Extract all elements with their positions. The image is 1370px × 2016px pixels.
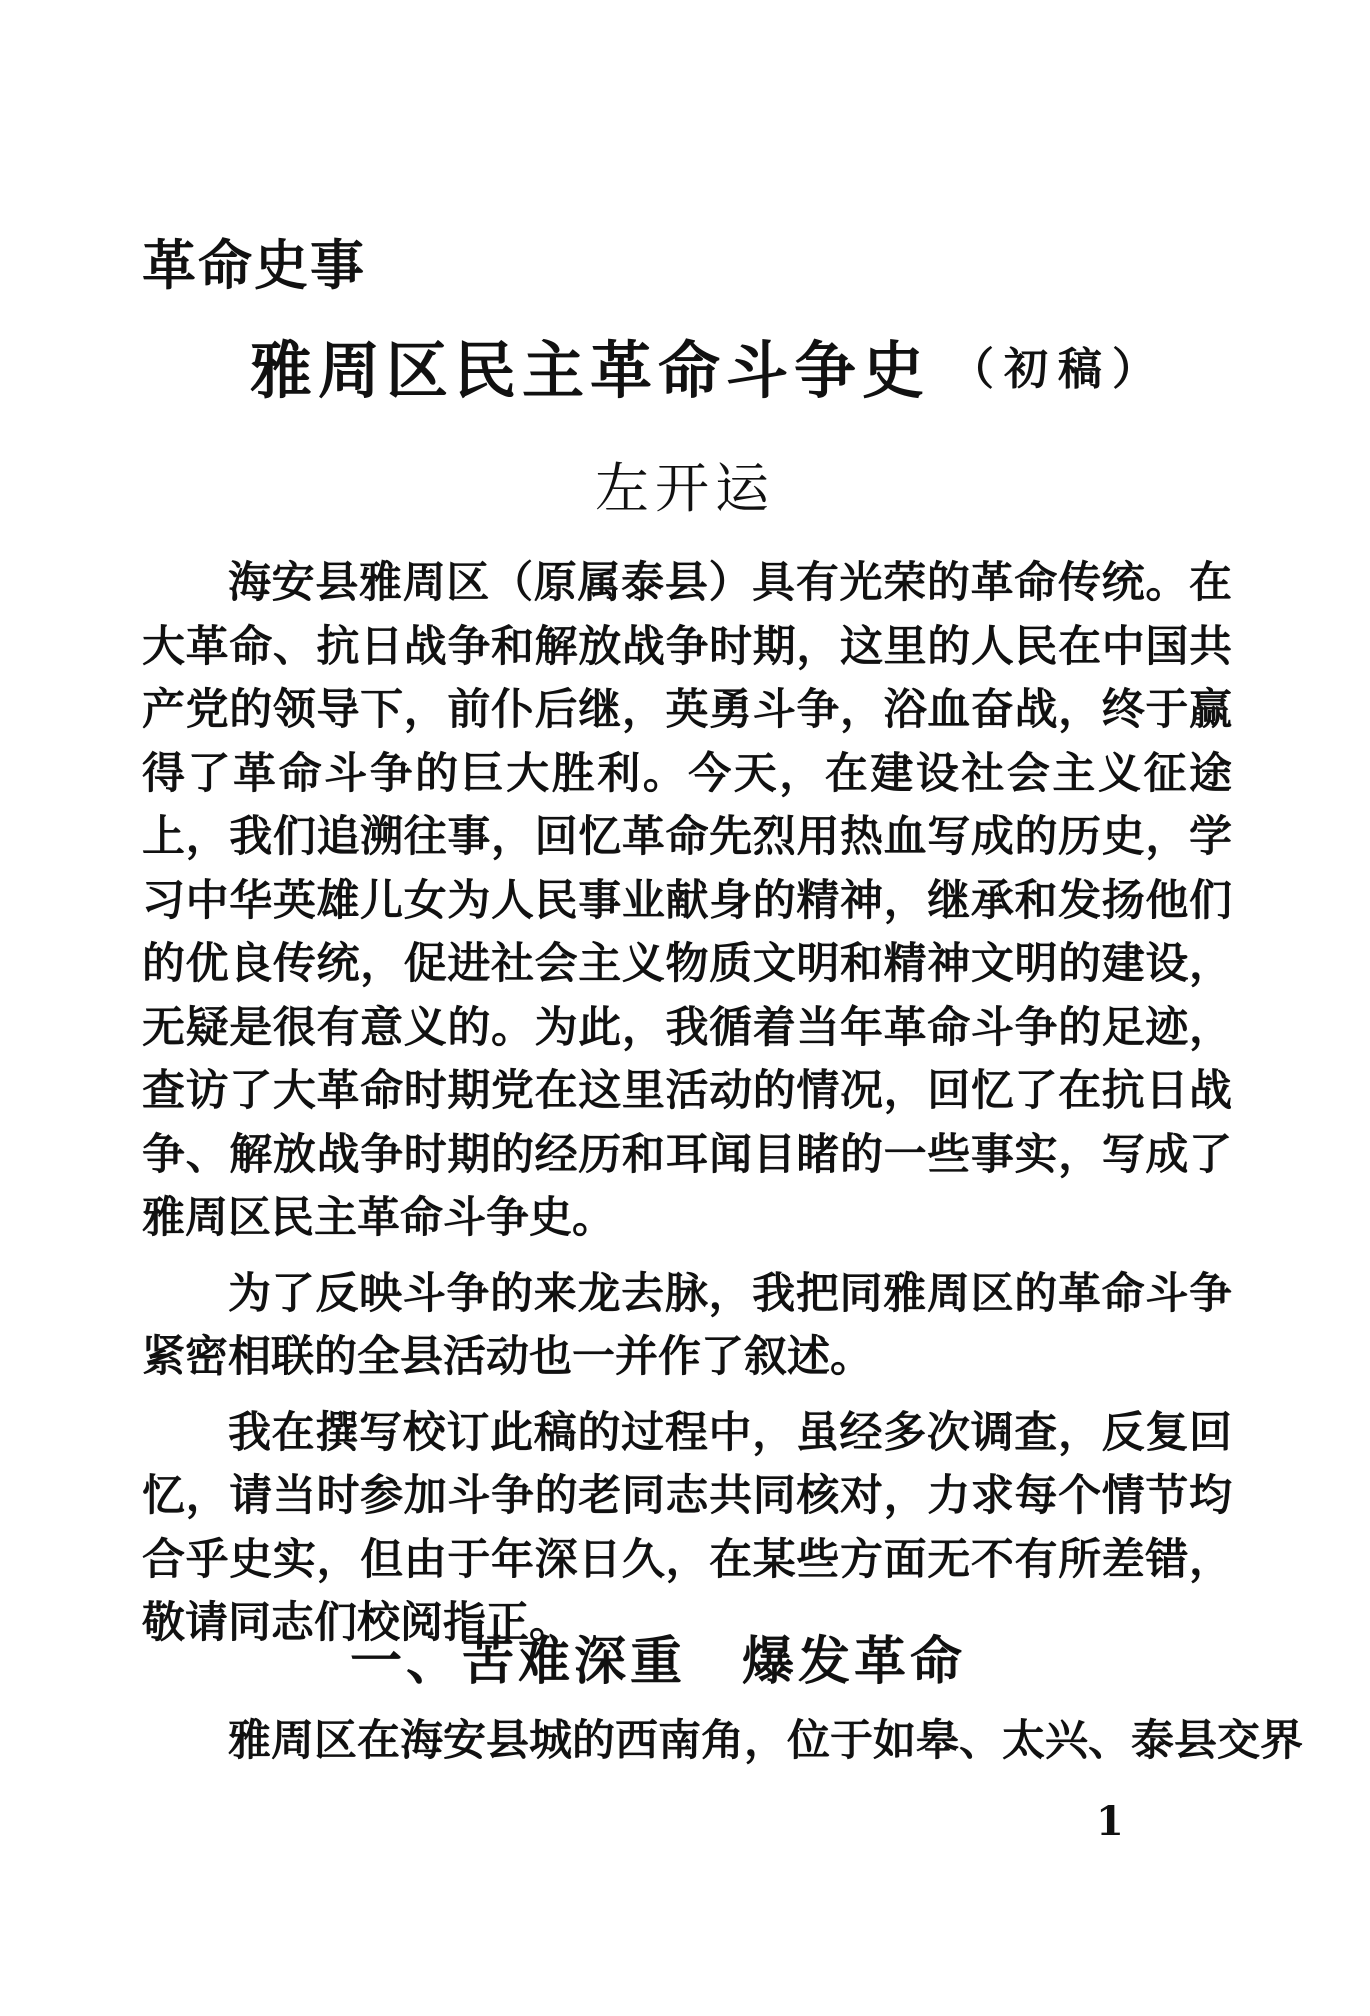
page-number: 1 [1096,1798,1124,1845]
chapter-first-line: 雅周区在海安县城的西南角，位于如皋、太兴、泰县交界 [228,1716,1303,1766]
article-subtitle: （初稿） [950,344,1166,395]
chapter-heading: 一、苦难深重 爆发革命 [350,1631,967,1692]
section-label: 革命史事 [142,233,366,297]
paragraph-scope: 为了反映斗争的来龙去脉，我把同雅周区的革命斗争紧密相联的全县活动也一并作了叙述。 [142,1268,1232,1382]
author-name: 左开运 [595,457,775,520]
article-title: 雅周区民主革命斗争史 [250,334,931,407]
article-body [142,552,1232,1668]
paragraph-review: 我在撰写校订此稿的过程中，虽经多次调查，反复回忆，请当时参加斗争的老同志共同核对，力求每个情节均合乎史实，但由于年深日久，在某些方面无不有所差错，敬请同志们校阅指正。 [142,1407,1232,1648]
paragraph-intro: 海安县雅周区（原属泰县）具有光荣的革命传统。在大革命、抗日战争和解放战争时期，这里的人民在中国共产党的领导下，前仆后继，英勇斗争，浴血奋战，终于赢得了革命斗争的巨大胜利。今天，在建设社会主义征途上，我们追溯往事，回忆革命先烈用热血写成的历史，学习中华英雄儿女为人民事业献身的精神，继承和发扬他们的优良传统，促进社会主义物质文明和精神文明的建设，无疑是很有意义的。为此，我循着当年革命斗争的足迹，查访了大革命时期党在这里活动的情况，回忆了在抗日战争、解放战争时期的经历和耳闻目睹的一些事实，写成了雅周区民主革命斗争史。 [142,558,1232,1243]
